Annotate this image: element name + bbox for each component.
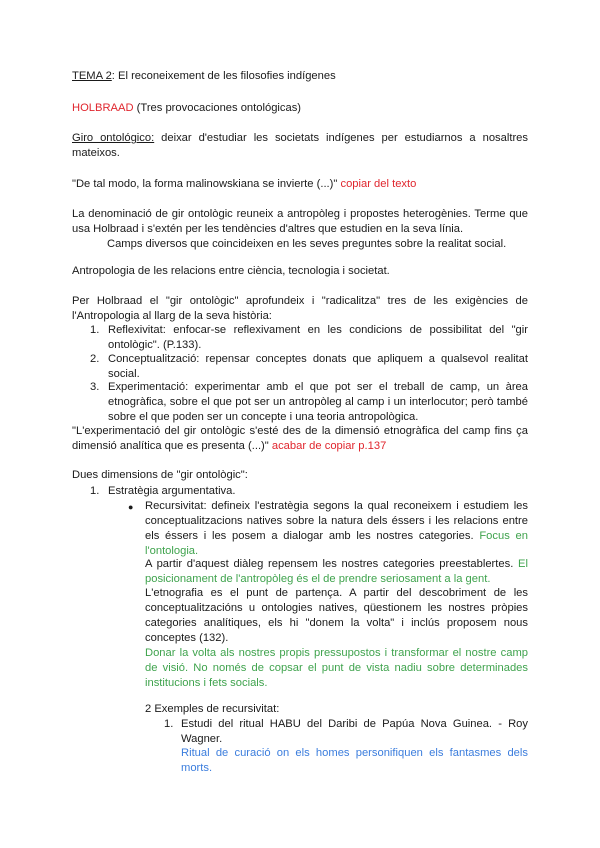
- exigencia-2-text: Conceptualització: repensar conceptes donats que apliquem a qualsevol realitat social.: [108, 353, 528, 380]
- exigencia-3-number: 3.: [90, 381, 100, 393]
- dues-heading: Dues dimensions de "gir ontològic":: [72, 469, 248, 481]
- holbraad-heading: [72, 101, 528, 116]
- giro-paragraph: [72, 131, 528, 161]
- denominacio-paragraph: La denominació de gir ontològic reuneix a antropòleg i propostes heterogènies. Terme que usa Holbraad i s'extén per les tendències d'altres que estudien en la seva línia.: [72, 208, 528, 235]
- experimentacio-quote-text: "L'experimentació del gir ontològic s'esté des de la dimensió etnogràfica del camp fins ça dimensió analítica que es presenta (...)": [72, 425, 528, 452]
- denominacio-indent: Camps diversos que coincideixen en les seves preguntes sobre la realitat social.: [107, 238, 507, 250]
- recursivitat-text: Recursivitat: defineix l'estratègia segons la qual reconeixem i estudiem les conceptualitzacions natives sobre la natura dels éssers i les relacions entre els éssers i les posem a dialogar amb les nostres categories.: [145, 500, 528, 542]
- dialeg-text: A partir d'aquest diàleg repensem les nostres categories preestablertes.: [145, 558, 519, 570]
- dimensio-1-number: 1.: [90, 485, 100, 497]
- holbraad-subtitle: (Tres provocaciones ontológicas): [133, 102, 302, 114]
- dialeg-posicionament: El posicionament de l'antropòleg és el de prendre seriosament a la gent.: [145, 558, 528, 585]
- recursivitat-paragraph: [145, 499, 528, 559]
- bullet-marker: ●: [128, 502, 134, 512]
- experimentacio-quote-note: acabar de copiar p.137: [271, 440, 387, 452]
- quote-text: "De tal modo, la forma malinowskiana se invierte (...)": [72, 178, 341, 190]
- exigencia-1-number: 1.: [90, 324, 100, 336]
- experimentacio-quote: [72, 424, 528, 454]
- topic-title: [72, 69, 528, 84]
- exemple-1-number: 1.: [164, 718, 174, 730]
- exemples-heading: 2 Exemples de recursivitat:: [145, 703, 280, 715]
- topic-text: : El reconeixement de les filosofies indígenes: [111, 70, 336, 82]
- quote-paragraph: [72, 177, 528, 192]
- dimensio-1-text: Estratègia argumentativa.: [108, 485, 236, 497]
- holbraad-name: HOLBRAAD: [72, 102, 134, 114]
- exigencia-2-number: 2.: [90, 353, 100, 365]
- exigencia-3-text: Experimentació: experimentar amb el que pot ser el treball de camp, un àrea etnogràfica, sobre el que pot ser un antropòleg al camp i un interlocutor; però també sobre el que poden ser un concepte i una teoria antropològica.: [108, 381, 528, 423]
- exemple-1-note: Ritual de curació on els homes personifiquen els fantasmes dels morts.: [181, 747, 528, 774]
- etnografia-paragraph: L'etnografia es el punt de partença. A partir del descobriment de les conceptualitzacións u ontologies natives, qüestionem les nostres pròpies categories analítiques, els hi "donem la volta" i inclús proposem nous conceptes (132).: [145, 587, 528, 644]
- recursivitat-focus: Focus en l'ontologia.: [145, 530, 528, 557]
- antropologia-line: Antropologia de les relacions entre ciència, tecnologia i societat.: [72, 265, 390, 277]
- quote-note: copiar del texto: [340, 178, 417, 190]
- exemple-1-text: Estudi del ritual HABU del Daribi de Papúa Nova Guinea. - Roy Wagner.: [181, 718, 528, 745]
- giro-label: Giro ontológico:: [72, 132, 155, 144]
- dialeg-paragraph: [145, 557, 528, 587]
- exigencia-1-text: Reflexivitat: enfocar-se reflexivament en les condicions de possibilitat del "gir ontològic". (P.133).: [108, 324, 528, 351]
- giro-text: deixar d'estudiar les societats indígenes per estudiarnos a nosaltres mateixos.: [72, 132, 528, 159]
- topic-label: TEMA 2: [72, 70, 112, 82]
- exigencies-intro: Per Holbraad el "gir ontològic" aprofundeix i "radicalitza" tres de les exigències de l'Antropologia al llarg de la seva història:: [72, 295, 528, 322]
- volta-paragraph: Donar la volta als nostres propis pressupostos i transformar el nostre camp de visió. No només de copsar el punt de vista nadiu sobre determinades institucions i fets socials.: [145, 647, 528, 689]
